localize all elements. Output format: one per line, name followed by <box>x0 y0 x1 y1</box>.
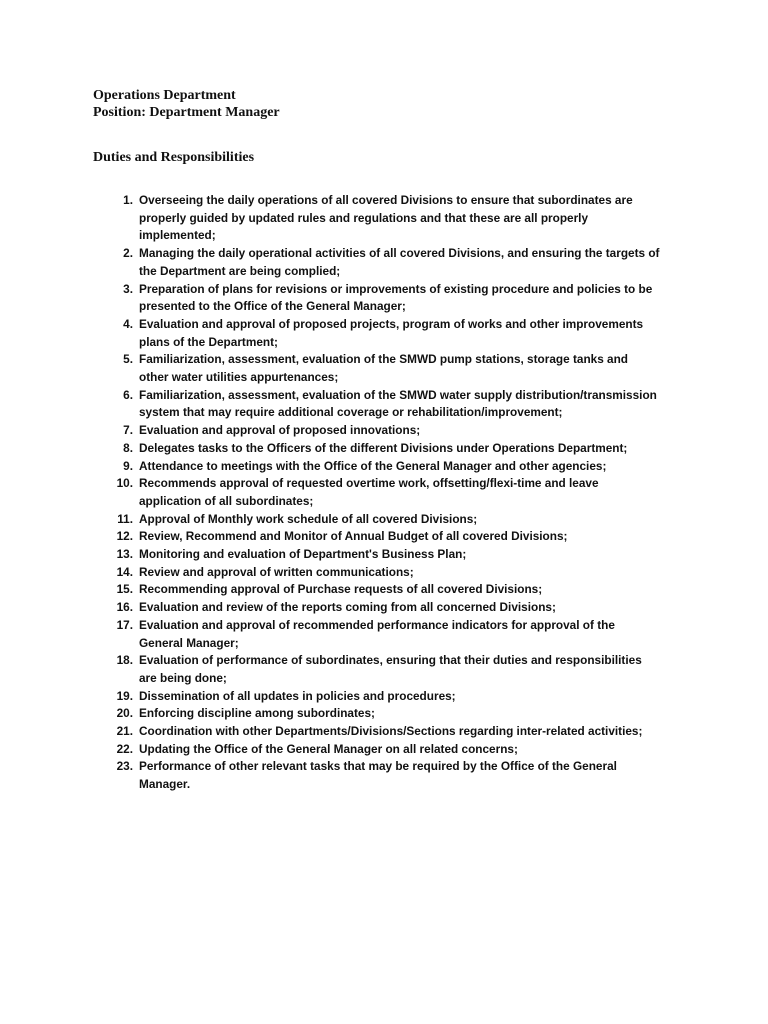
duty-text-line: Recommending approval of Purchase requests of all covered Divisions; <box>139 582 543 597</box>
duty-number: 3. <box>123 281 133 296</box>
duty-number: 6. <box>123 387 133 402</box>
duty-number: 16. <box>116 600 133 615</box>
duty-text <box>139 688 679 706</box>
duty-text-line: Manager. <box>139 777 191 792</box>
duty-text <box>139 316 679 351</box>
duty-number: 15. <box>116 582 133 597</box>
duty-text-line: Evaluation of performance of subordinates, ensuring that their duties and responsibilities <box>139 653 642 668</box>
duty-number: 4. <box>123 316 133 331</box>
position-title: Position: Department Manager <box>93 105 280 120</box>
duty-number: 18. <box>116 653 133 668</box>
duty-text-line: application of all subordinates; <box>139 493 314 508</box>
duty-number: 14. <box>116 564 133 579</box>
duty-text-line: Approval of Monthly work schedule of all covered Divisions; <box>139 511 478 526</box>
duty-number: 19. <box>116 688 133 703</box>
duty-number: 2. <box>123 246 133 261</box>
section-title: Duties and Responsibilities <box>93 150 255 165</box>
duty-text-line: Review and approval of written communications; <box>139 564 414 579</box>
duty-number: 21. <box>116 724 133 738</box>
duty-text-line: Attendance to meetings with the Office of the General Manager and other agencies; <box>139 458 607 473</box>
duty-text-line: other water utilities appurtenances; <box>139 370 339 384</box>
duty-text <box>139 564 679 582</box>
duty-text <box>139 758 679 793</box>
duty-text <box>139 617 679 652</box>
duty-text-line: the Department are being complied; <box>139 263 341 278</box>
duty-text <box>139 511 679 529</box>
duty-text <box>139 475 679 510</box>
duty-text-line: Enforcing discipline among subordinates; <box>139 706 375 721</box>
duty-text-line: Preparation of plans for revisions or improvements of existing procedure and policies to be <box>139 281 653 296</box>
duty-text-line: Dissemination of all updates in policies and procedures; <box>139 688 456 703</box>
duty-text-line: Evaluation and review of the reports coming from all concerned Divisions; <box>139 600 556 615</box>
duty-number: 11. <box>117 511 133 526</box>
department-title: Operations Department <box>93 88 236 103</box>
duty-number: 12. <box>116 529 133 544</box>
duty-text <box>139 652 679 687</box>
duty-text-line: Familiarization, assessment, evaluation of the SMWD water supply distribution/transmission <box>139 387 657 402</box>
duty-text-line: Updating the Office of the General Manager on all related concerns; <box>139 741 518 756</box>
duty-text <box>139 281 679 316</box>
duty-text <box>139 528 679 546</box>
duty-text-line: Familiarization, assessment, evaluation of the SMWD pump stations, storage tanks and <box>139 352 629 367</box>
duty-number: 7. <box>123 423 133 438</box>
duty-text-line: Managing the daily operational activities of all covered Divisions, and ensuring the targets of <box>139 246 660 261</box>
duty-text-line: Monitoring and evaluation of Department's Business Plan; <box>139 547 467 561</box>
duty-text-line: are being done; <box>139 670 227 685</box>
duty-number: 5. <box>123 352 133 367</box>
duty-text <box>139 422 679 440</box>
duty-text <box>139 351 679 386</box>
duty-number: 20. <box>116 706 133 721</box>
duty-number: 13. <box>116 547 133 561</box>
duty-text <box>139 741 679 759</box>
duty-text-line: Evaluation and approval of proposed projects, program of works and other improvements <box>139 316 644 331</box>
duty-text-line: Coordination with other Departments/Divisions/Sections regarding inter-related activities; <box>139 724 643 738</box>
duty-number: 9. <box>123 458 133 473</box>
duty-text-line: General Manager; <box>139 635 239 650</box>
duty-number: 1. <box>123 193 133 207</box>
duty-number: 23. <box>116 759 133 774</box>
duty-number: 17. <box>116 617 133 632</box>
duty-text <box>139 723 679 741</box>
duty-text-line: Evaluation and approval of recommended performance indicators for approval of the <box>139 617 615 632</box>
duty-text <box>139 458 679 476</box>
duty-number: 10. <box>116 476 133 491</box>
duty-number: 8. <box>123 440 133 455</box>
duty-text-line: Recommends approval of requested overtime work, offsetting/flexi-time and leave <box>139 476 599 491</box>
duty-text <box>139 705 679 723</box>
duty-text <box>139 192 679 245</box>
duty-text <box>139 546 679 564</box>
duty-text-line: implemented; <box>139 228 216 243</box>
duty-text-line: Review, Recommend and Monitor of Annual Budget of all covered Divisions; <box>139 529 568 544</box>
duty-text-line: Performance of other relevant tasks that may be required by the Office of the General <box>139 759 617 774</box>
duty-text <box>139 387 679 422</box>
duty-text-line: Delegates tasks to the Officers of the different Divisions under Operations Department; <box>139 440 628 455</box>
duty-text-line: presented to the Office of the General Manager; <box>139 299 406 314</box>
duty-text <box>139 599 679 617</box>
duty-text-line: Evaluation and approval of proposed innovations; <box>139 423 421 438</box>
duty-text-line: Overseeing the daily operations of all covered Divisions to ensure that subordinates are <box>139 193 633 207</box>
duty-number: 22. <box>116 741 133 756</box>
duty-text-line: plans of the Department; <box>139 334 278 349</box>
duty-text <box>139 245 679 280</box>
duty-text-line: system that may require additional coverage or rehabilitation/improvement; <box>139 405 563 420</box>
duty-text <box>139 440 679 458</box>
duty-text-line: properly guided by updated rules and regulations and that these are all properly <box>139 210 589 225</box>
duty-text <box>139 581 679 599</box>
